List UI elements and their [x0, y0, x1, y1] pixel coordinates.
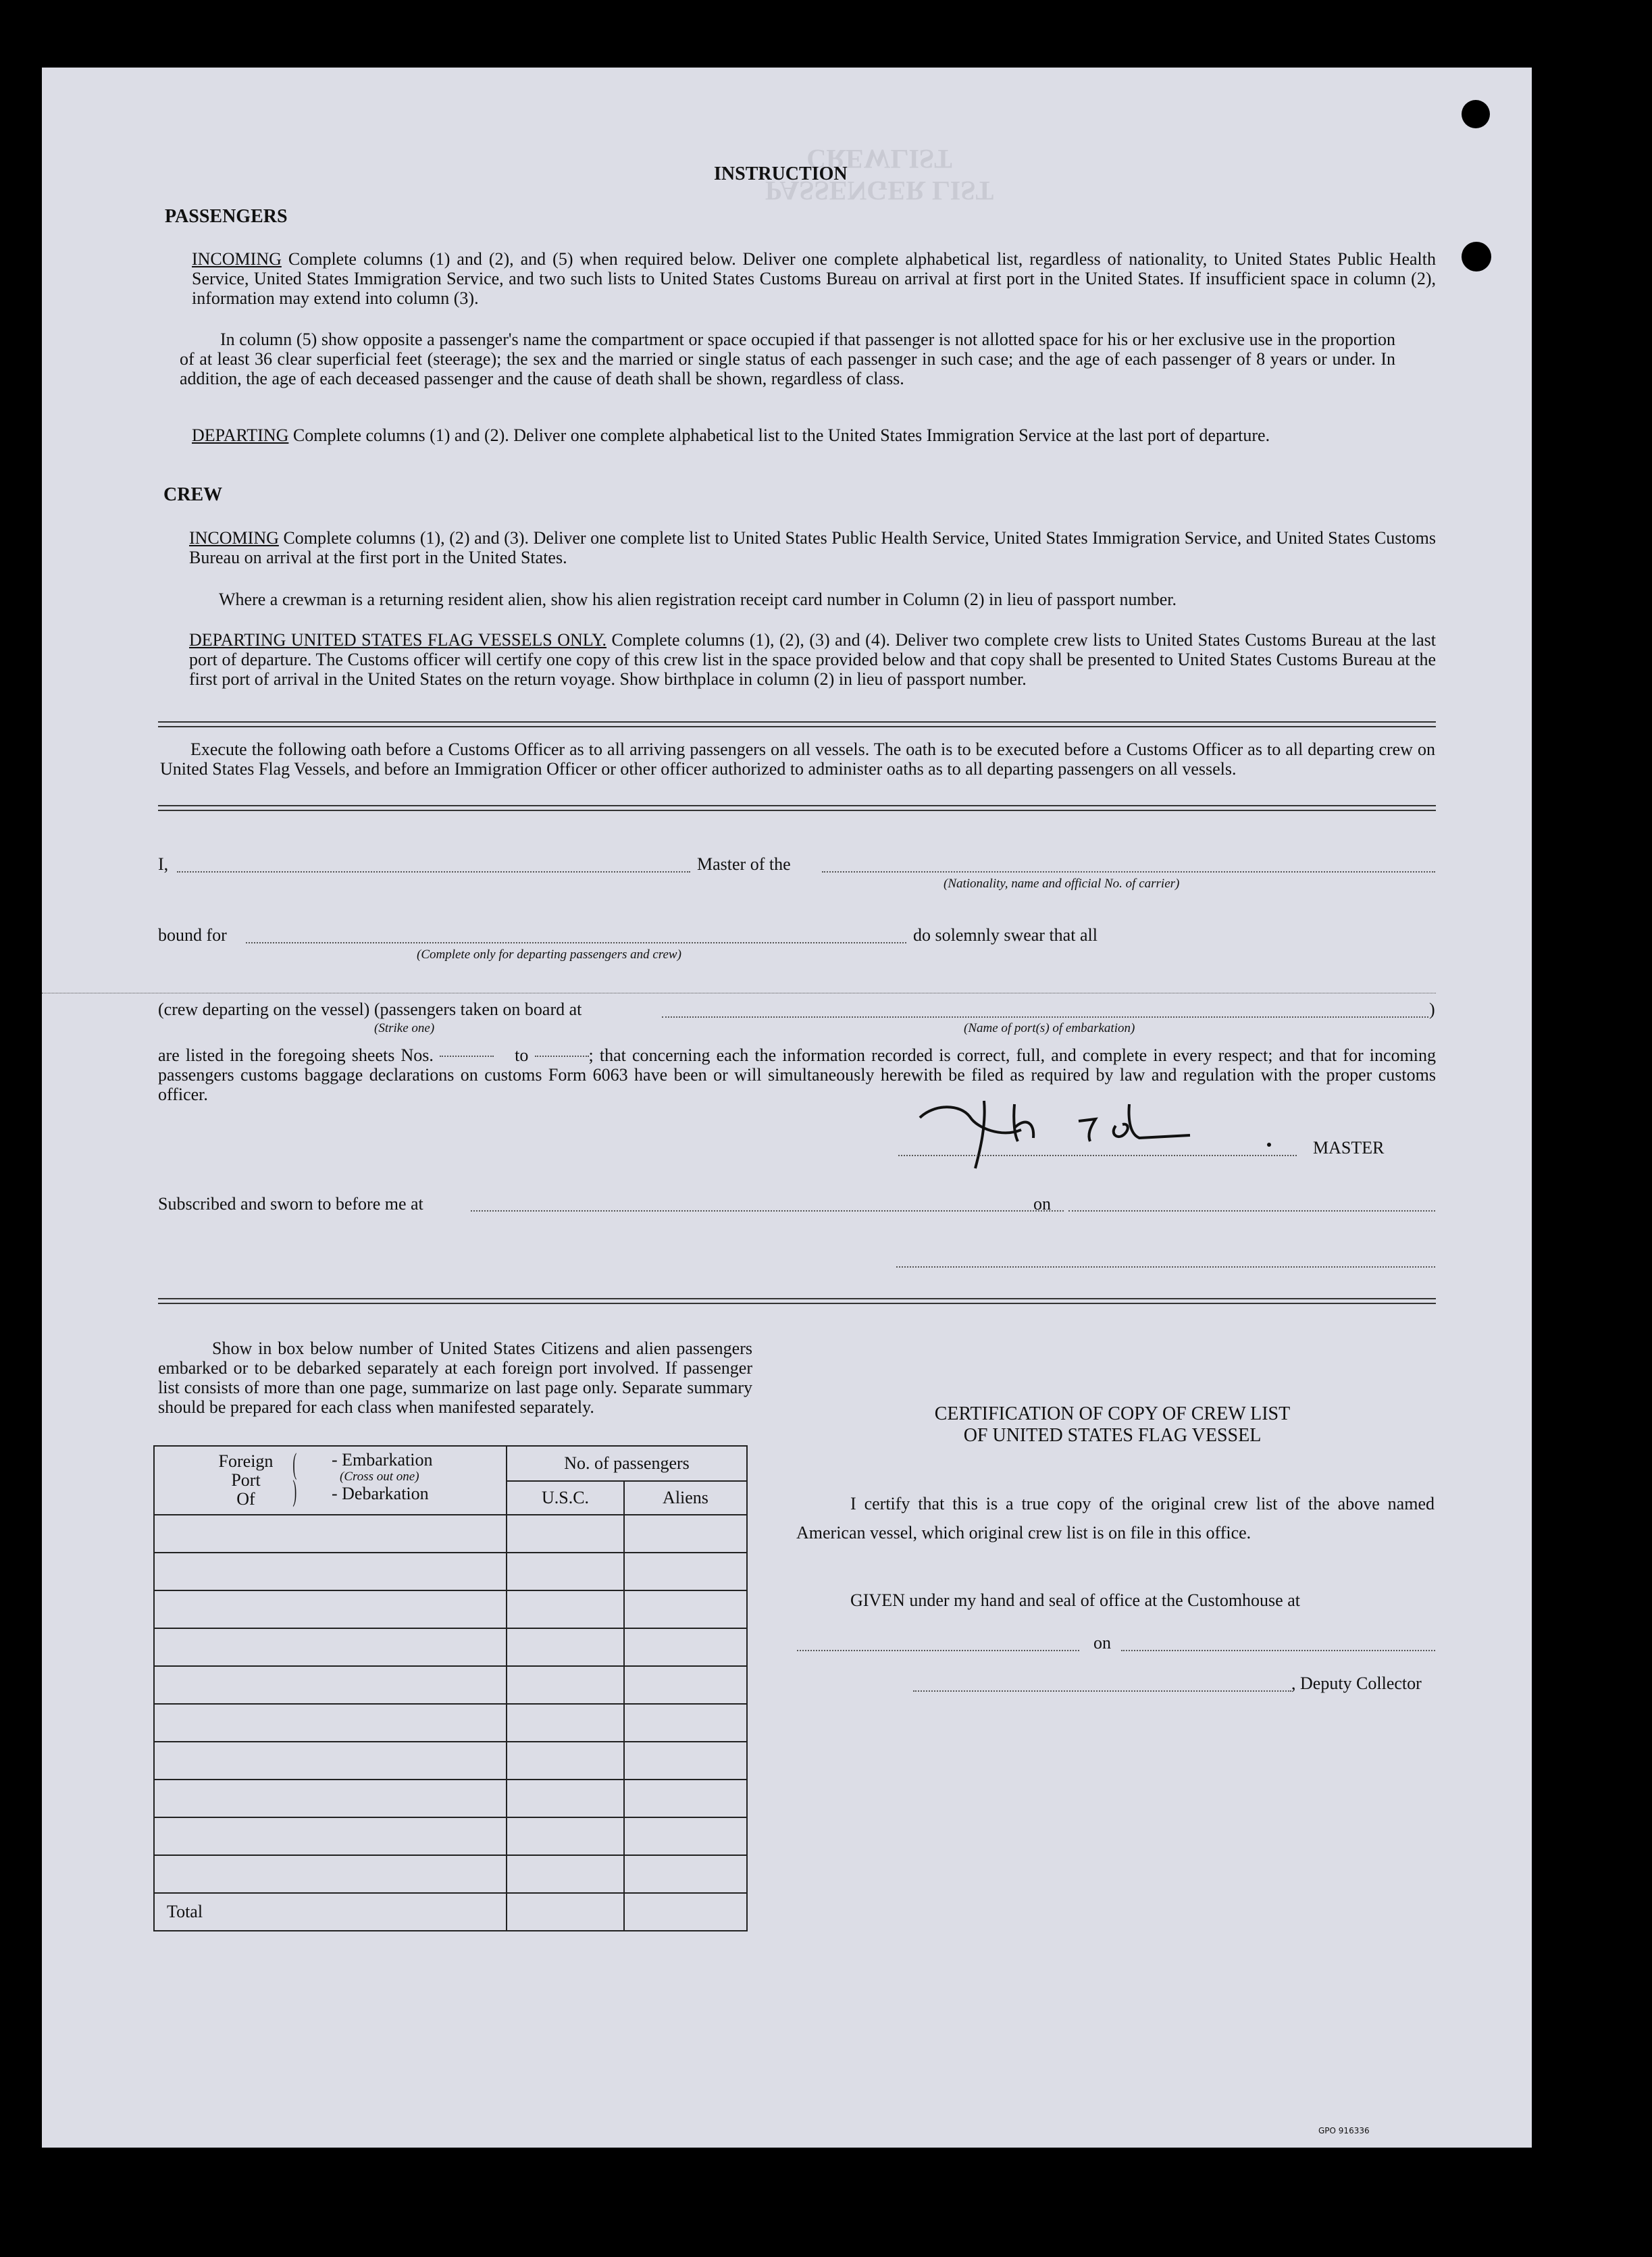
sworn-location-field[interactable]	[471, 1210, 1064, 1212]
port-cell[interactable]	[154, 1553, 507, 1590]
certification-title-line2: OF UNITED STATES FLAG VESSEL	[963, 1425, 1262, 1446]
port-cell[interactable]	[154, 1515, 507, 1553]
crew-incoming	[189, 528, 1436, 567]
port-cell[interactable]	[154, 1855, 507, 1893]
passengers-incoming	[192, 249, 1436, 308]
table-row	[154, 1780, 747, 1817]
port-cell[interactable]	[154, 1704, 507, 1742]
sworn-date-field[interactable]	[1068, 1210, 1435, 1212]
usc-cell[interactable]	[507, 1742, 624, 1780]
table-row	[154, 1628, 747, 1666]
master-signature	[913, 1091, 1291, 1172]
passengers-incoming-label: INCOMING	[192, 249, 282, 269]
usc-cell[interactable]	[507, 1704, 624, 1742]
aliens-cell[interactable]	[624, 1780, 747, 1817]
aliens-cell[interactable]	[624, 1628, 747, 1666]
certification-title	[792, 1403, 1433, 1447]
aliens-cell[interactable]	[624, 1742, 747, 1780]
to-label: to	[515, 1045, 529, 1065]
usc-cell[interactable]	[507, 1666, 624, 1704]
debarkation-label: - Debarkation	[332, 1484, 429, 1503]
foreign-port-header: Foreign Port Of ( ) - Embarkation (Cross out one) - Debarkation	[154, 1446, 507, 1515]
master-signature-line[interactable]	[898, 1155, 1297, 1156]
punch-hole	[1462, 242, 1491, 271]
total-aliens-cell[interactable]	[624, 1893, 747, 1931]
listed-rest: ; that concerning each the information recorded is correct, full, and complete in every respect; and that for incoming passengers customs baggage declarations on customs Form 6063 have been or will simultaneously herewith be filed as required by law and regulation with the proper customs officer.	[158, 1045, 1437, 1104]
master-of-the-label: Master of the	[697, 854, 791, 874]
crew-departing-label: DEPARTING UNITED STATES FLAG VESSELS ONLY.	[189, 630, 606, 650]
given-text: GIVEN under my hand and seal of office at the Customhouse at	[850, 1590, 1300, 1610]
crew-incoming-text: Complete columns (1), (2) and (3). Deliver one complete list to United States Public Health Service, United States Immigration Service, and United States Customs Bureau on arrival at the first port in the United States.	[189, 528, 1436, 567]
port-cell[interactable]	[154, 1742, 507, 1780]
usc-cell[interactable]	[507, 1817, 624, 1855]
passengers-departing	[192, 425, 1436, 445]
deputy-collector-signature[interactable]	[913, 1690, 1291, 1692]
passengers-departing-text: Complete columns (1) and (2). Deliver one complete alphabetical list to the United States Immigration Service at the last port of departure.	[292, 425, 1270, 445]
usc-cell[interactable]	[507, 1590, 624, 1628]
aliens-cell[interactable]	[624, 1817, 747, 1855]
oath-instructions: Execute the following oath before a Customs Officer as to all arriving passengers on all vessels. The oath is to be executed before a Customs Officer as to all departing crew on United States Flag Vessels, and before an Immigration Officer or other officer authorized to administer oaths as to all departing passengers on all vessels.	[160, 740, 1435, 779]
foreign-label: Foreign	[218, 1451, 274, 1471]
double-rule	[158, 805, 1436, 811]
aliens-cell[interactable]	[624, 1553, 747, 1590]
cross-out-label: (Cross out one)	[340, 1470, 419, 1484]
usc-cell[interactable]	[507, 1780, 624, 1817]
aliens-cell[interactable]	[624, 1590, 747, 1628]
total-label: Total	[154, 1893, 507, 1931]
crew-departing-label: (crew departing on the vessel) (passengers taken on board at	[158, 1000, 582, 1019]
no-passengers-header: No. of passengers	[507, 1446, 747, 1481]
sheet-from-field[interactable]	[440, 1056, 494, 1057]
table-row	[154, 1515, 747, 1553]
carrier-caption: (Nationality, name and official No. of carrier)	[944, 877, 1180, 891]
port-cell[interactable]	[154, 1666, 507, 1704]
table-row	[154, 1553, 747, 1590]
usc-cell[interactable]	[507, 1553, 624, 1590]
port-cell[interactable]	[154, 1628, 507, 1666]
table-row	[154, 1590, 747, 1628]
aliens-cell[interactable]	[624, 1515, 747, 1553]
aliens-cell[interactable]	[624, 1704, 747, 1742]
certification-text: I certify that this is a true copy of the original crew list of the above named American vessel, which original crew list is on file in this office.	[796, 1494, 1435, 1542]
passengers-incoming-text: Complete columns (1) and (2), and (5) when required below. Deliver one complete alphabetical list, regardless of nationality, to United States Public Health Service, United States Immigration Service, and two such lists to United States Customs Bureau on arrival at first port in the United States. If insufficient space in column (2), information may extend into column (3).	[192, 249, 1436, 308]
crew-heading: CREW	[163, 484, 223, 505]
of-label: Of	[236, 1489, 255, 1509]
embarkation-label: - Embarkation	[332, 1450, 433, 1470]
embarkation-port-field[interactable]	[662, 1016, 1428, 1018]
footer-code: GPO 916336	[1318, 2126, 1370, 2135]
master-label: MASTER	[1313, 1138, 1385, 1158]
sworn-on-label: on	[1033, 1194, 1051, 1214]
oath-i-label: I,	[158, 854, 169, 874]
bound-for-field[interactable]	[246, 942, 906, 943]
close-paren: )	[1429, 1000, 1435, 1019]
double-rule	[158, 1298, 1436, 1304]
usc-cell[interactable]	[507, 1628, 624, 1666]
listed-prefix: are listed in the foregoing sheets Nos.	[158, 1045, 434, 1065]
crew-crewman-note: Where a crewman is a returning resident alien, show his alien registration receipt card number in Column (2) in lieu of passport number.	[219, 590, 1177, 609]
sheet-to-field[interactable]	[535, 1056, 589, 1057]
crew-departing-text: Complete columns (1), (2), (3) and (4). Deliver two complete crew lists to United States Customs Bureau at the last port of departure. The Customs officer will certify one copy of this crew list in the space provided below and that copy shall be presented to United States Customs Bureau at the first port of arrival in the United States on the return voyage. Show birthplace in column (2) in lieu of passport number.	[189, 630, 1436, 689]
port-cell[interactable]	[154, 1780, 507, 1817]
port-cell[interactable]	[154, 1590, 507, 1628]
master-name-field[interactable]	[177, 871, 690, 873]
usc-cell[interactable]	[507, 1855, 624, 1893]
table-row	[154, 1742, 747, 1780]
port-label: Port	[231, 1470, 261, 1490]
crew-departing	[189, 630, 1436, 689]
passengers-column5-note: In column (5) show opposite a passenger's name the compartment or space occupied if that passenger is not allotted space for his or her exclusive use in the proportion of at least 36 clear superficial feet (steerage); the sex and the married or single status of each passenger in such case; and the age of each passenger of 8 years or under. In addition, the age of each deceased passenger and the cause of death shall be shown, regardless of class.	[180, 330, 1395, 388]
crew-incoming-label: INCOMING	[189, 528, 279, 548]
carrier-field[interactable]	[822, 871, 1435, 873]
table-row	[154, 1855, 747, 1893]
table-row	[154, 1704, 747, 1742]
officer-signature-field[interactable]	[896, 1266, 1435, 1268]
solemnly-swear-label: do solemnly swear that all	[913, 925, 1098, 945]
customhouse-field[interactable]	[797, 1650, 1079, 1651]
port-cell[interactable]	[154, 1817, 507, 1855]
certification-title-line1: CERTIFICATION OF COPY OF CREW LIST	[934, 1403, 1291, 1424]
aliens-header: Aliens	[624, 1481, 747, 1515]
usc-header: U.S.C.	[507, 1481, 624, 1515]
usc-cell[interactable]	[507, 1515, 624, 1553]
certification-date-field[interactable]	[1121, 1650, 1435, 1651]
bound-for-label: bound for	[158, 925, 227, 945]
summary-instructions: Show in box below number of United States Citizens and alien passengers embarked or to be debarked separately at each foreign port involved. If passenger list consists of more than one page, summarize on last page only. Separate summary should be prepared for each class when manifested separately.	[158, 1339, 752, 1417]
subscribed-label: Subscribed and sworn to before me at	[158, 1194, 423, 1214]
port-caption: (Name of port(s) of embarkation)	[964, 1021, 1135, 1035]
passengers-heading: PASSENGERS	[165, 206, 288, 227]
passengers-departing-label: DEPARTING	[192, 425, 289, 445]
aliens-cell[interactable]	[624, 1855, 747, 1893]
punch-hole	[1462, 100, 1490, 128]
complete-only-caption: (Complete only for departing passengers and crew)	[417, 948, 681, 962]
aliens-cell[interactable]	[624, 1666, 747, 1704]
table-row	[154, 1666, 747, 1704]
strike-one-caption: (Strike one)	[374, 1021, 435, 1035]
table-row	[154, 1817, 747, 1855]
form-page	[42, 68, 1532, 2148]
page-title: INSTRUCTION	[714, 163, 848, 184]
certification-on-label: on	[1093, 1633, 1111, 1653]
double-rule	[158, 721, 1436, 727]
passenger-summary-table	[153, 1445, 748, 1931]
deputy-collector-label: , Deputy Collector	[1291, 1674, 1422, 1693]
total-usc-cell[interactable]	[507, 1893, 624, 1931]
faded-header: PASSENGER LIST CREWLIST	[765, 144, 994, 206]
